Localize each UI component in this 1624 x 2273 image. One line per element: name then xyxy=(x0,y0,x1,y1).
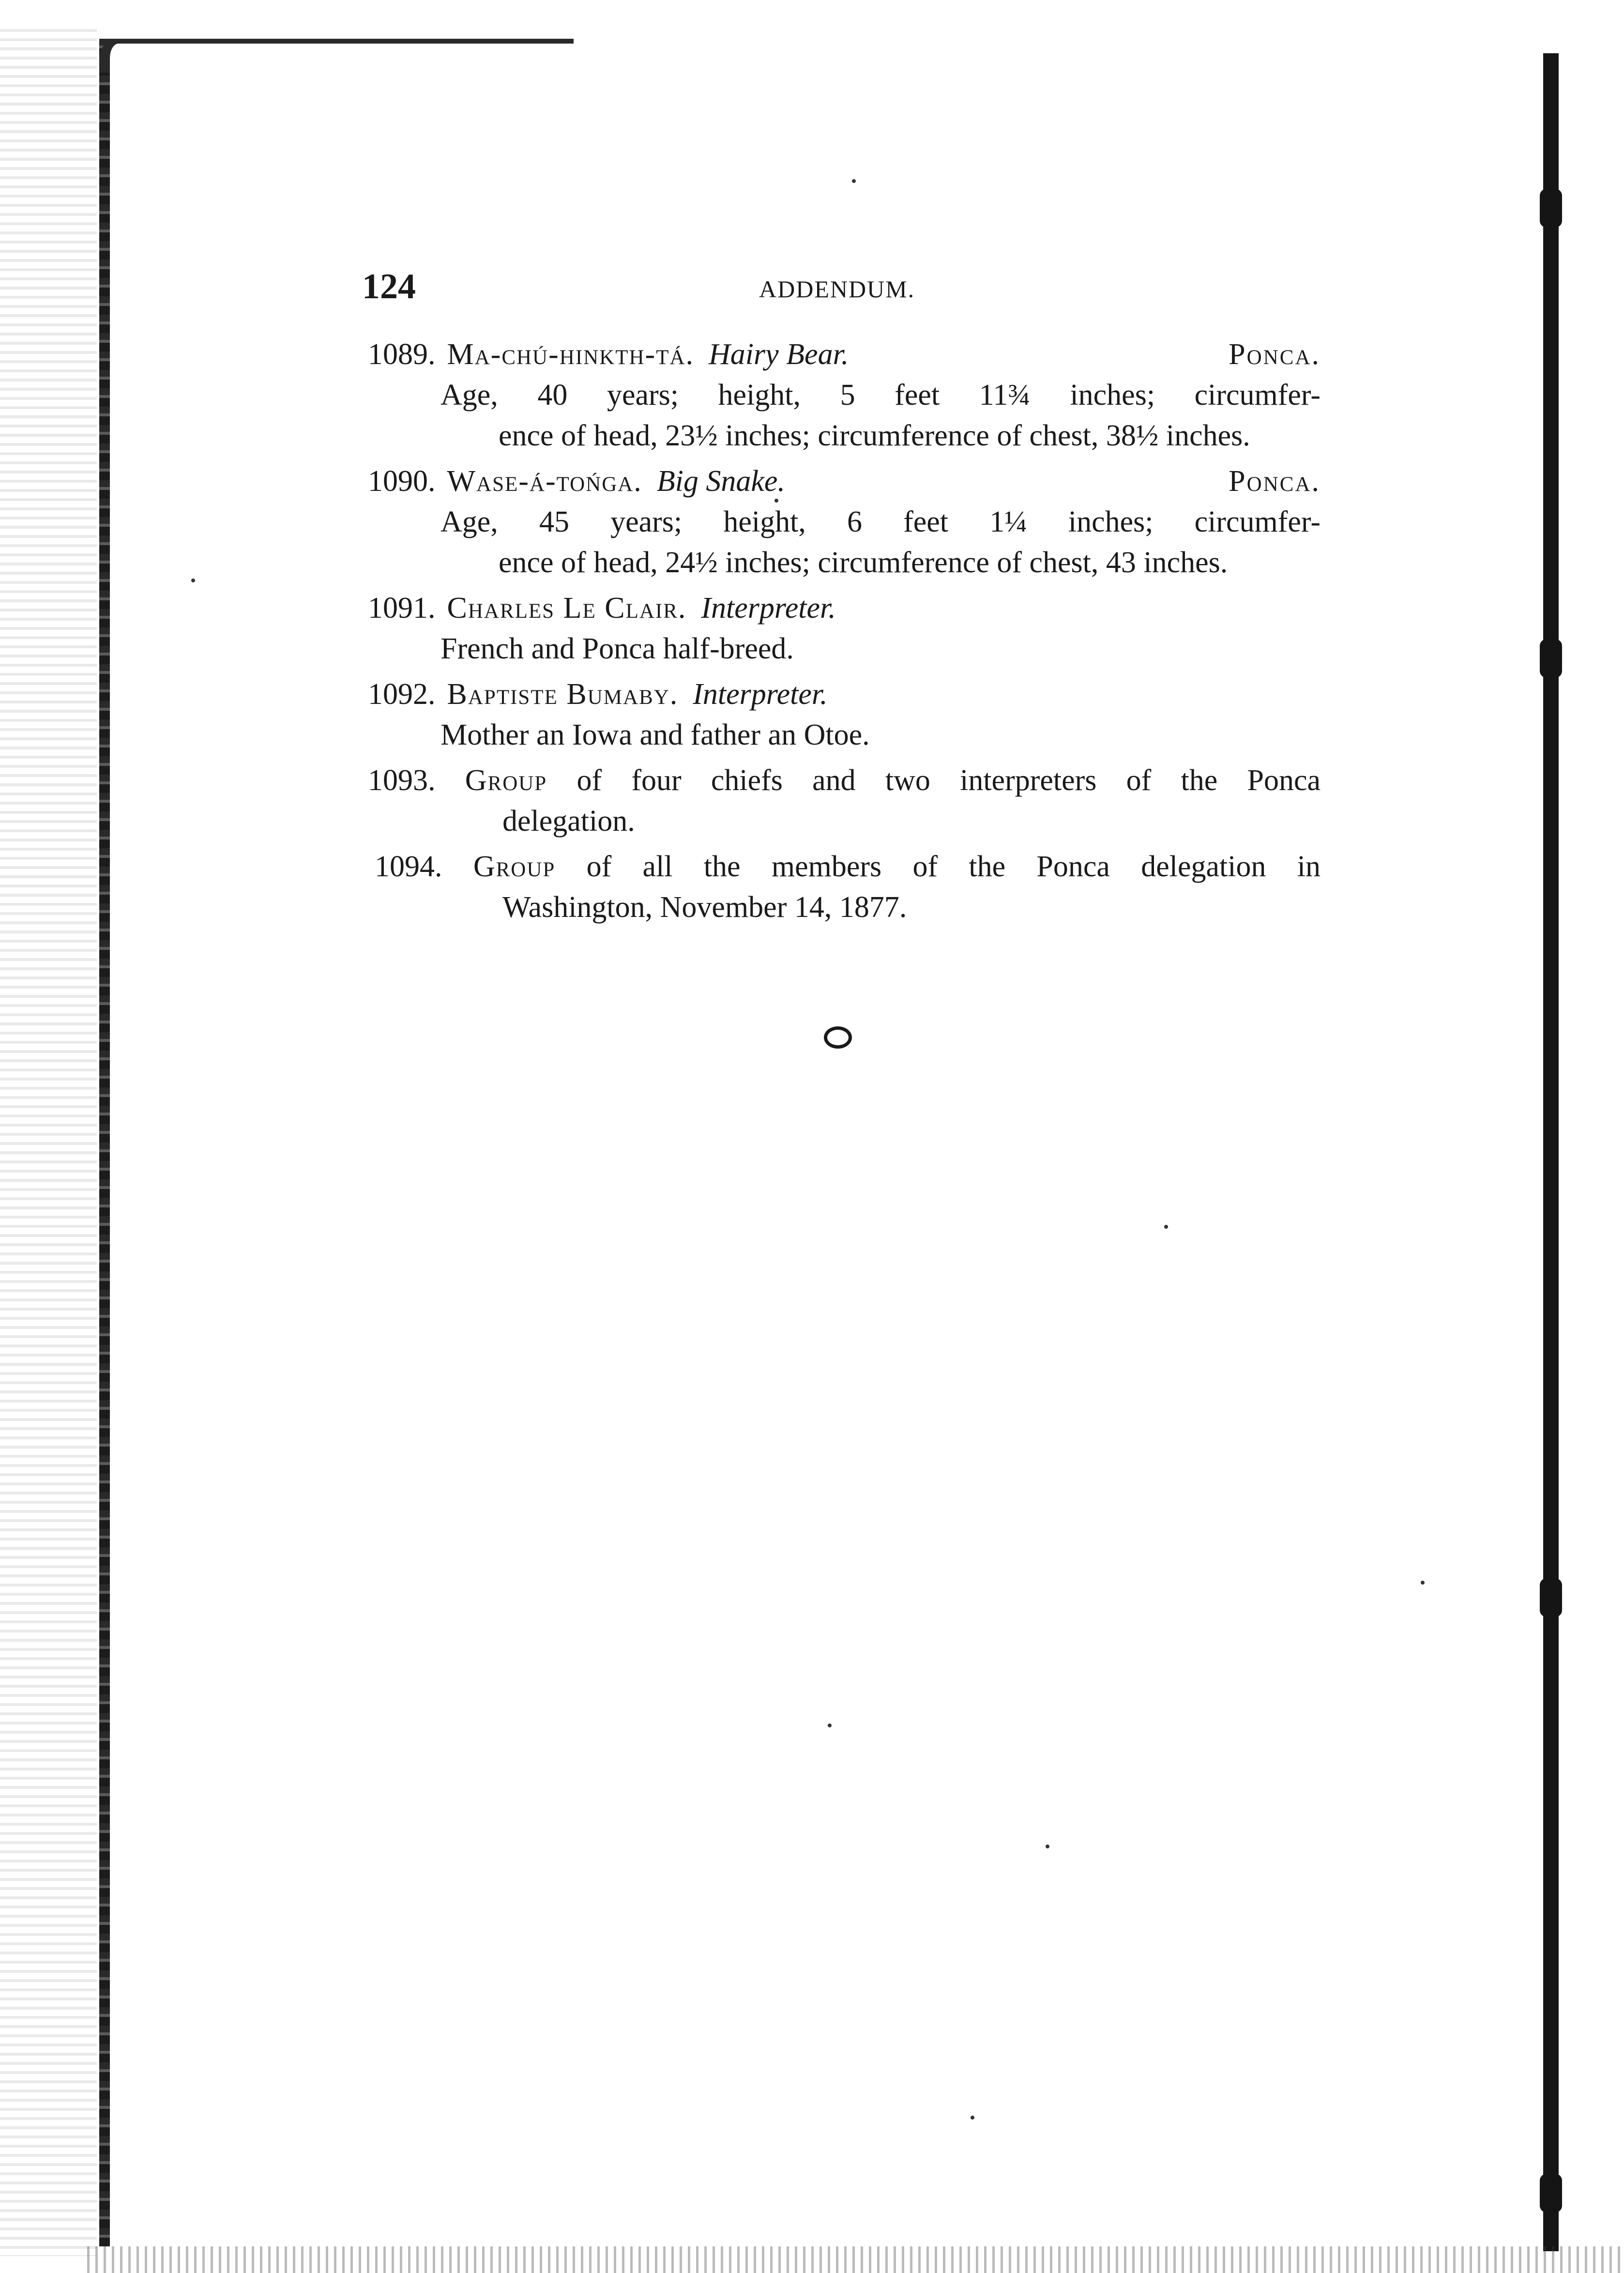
entry-number: 1089. xyxy=(368,338,436,371)
entry-role: Hairy Bear. xyxy=(709,338,849,371)
catalog-entry xyxy=(368,461,1320,583)
scan-speck xyxy=(774,499,778,503)
binding-knob xyxy=(1540,189,1562,228)
entry-role: Big Snake. xyxy=(656,465,785,498)
scan-bottom-edge xyxy=(87,2246,1624,2273)
end-ornament xyxy=(824,1026,852,1049)
entry-description: of four chiefs and two interpreters of the Ponca xyxy=(577,764,1320,797)
binding-knob xyxy=(1540,1578,1562,1617)
entry-description-continued: ence of head, 23½ inches; circumference of chest, 38½ inches. xyxy=(499,419,1250,452)
entry-description: of all the members of the Ponca delegation in xyxy=(586,850,1321,883)
catalog-entry xyxy=(368,760,1320,841)
entry-number: 1094. xyxy=(375,850,442,883)
entry-description-continued: delegation. xyxy=(502,805,635,838)
binding-knob xyxy=(1540,639,1562,678)
entry-role: Interpreter. xyxy=(693,678,828,711)
entry-number: 1090. xyxy=(368,465,436,498)
entry-number: 1093. xyxy=(368,764,436,797)
scan-speck xyxy=(828,1724,832,1727)
entry-tribe: Ponca. xyxy=(1229,465,1320,498)
entry-name: Baptiste Bumaby. xyxy=(447,678,679,711)
entry-description-continued: Washington, November 14, 1877. xyxy=(502,891,907,924)
catalog-entry xyxy=(368,334,1320,456)
page-header xyxy=(362,267,1320,306)
scan-speck xyxy=(1164,1225,1168,1229)
scan-speck xyxy=(191,579,195,582)
entry-group-label: Group xyxy=(465,764,547,797)
entry-group-label: Group xyxy=(473,850,556,883)
catalog-entry xyxy=(368,588,1320,669)
entry-description: Mother an Iowa and father an Otoe. xyxy=(440,718,870,751)
page-number: 124 xyxy=(362,267,416,306)
entry-number: 1092. xyxy=(368,678,436,711)
catalog-entry xyxy=(368,846,1320,928)
entry-description: French and Ponca half-breed. xyxy=(440,632,794,665)
scan-speck xyxy=(852,179,856,183)
entry-name: Wase-á-tońga. xyxy=(447,465,642,498)
scan-right-border xyxy=(1543,53,1559,2251)
entry-description-continued: ence of head, 24½ inches; circumference of chest, 43 inches. xyxy=(499,546,1228,579)
binding-knob xyxy=(1540,2174,1562,2212)
entry-tribe: Ponca. xyxy=(1229,338,1320,371)
running-head: ADDENDUM. xyxy=(759,275,915,303)
scan-top-border xyxy=(109,39,574,44)
catalog-entries xyxy=(368,334,1320,932)
entry-name: Charles Le Clair. xyxy=(447,592,687,625)
scan-left-border xyxy=(99,39,110,2246)
entry-role: Interpreter. xyxy=(701,592,836,625)
scan-speck xyxy=(971,2116,974,2120)
catalog-entry xyxy=(368,674,1320,755)
scan-binding-shadow xyxy=(0,29,97,2256)
entry-description: Age, 40 years; height, 5 feet 11¾ inches; circumfer- xyxy=(440,379,1320,412)
entry-name: Ma-chú-hinkth-tá. xyxy=(447,338,695,371)
entry-description: Age, 45 years; height, 6 feet 1¼ inches; circumfer- xyxy=(440,505,1320,538)
scan-speck xyxy=(1421,1581,1425,1585)
scan-speck xyxy=(1046,1845,1049,1848)
entry-number: 1091. xyxy=(368,592,436,625)
